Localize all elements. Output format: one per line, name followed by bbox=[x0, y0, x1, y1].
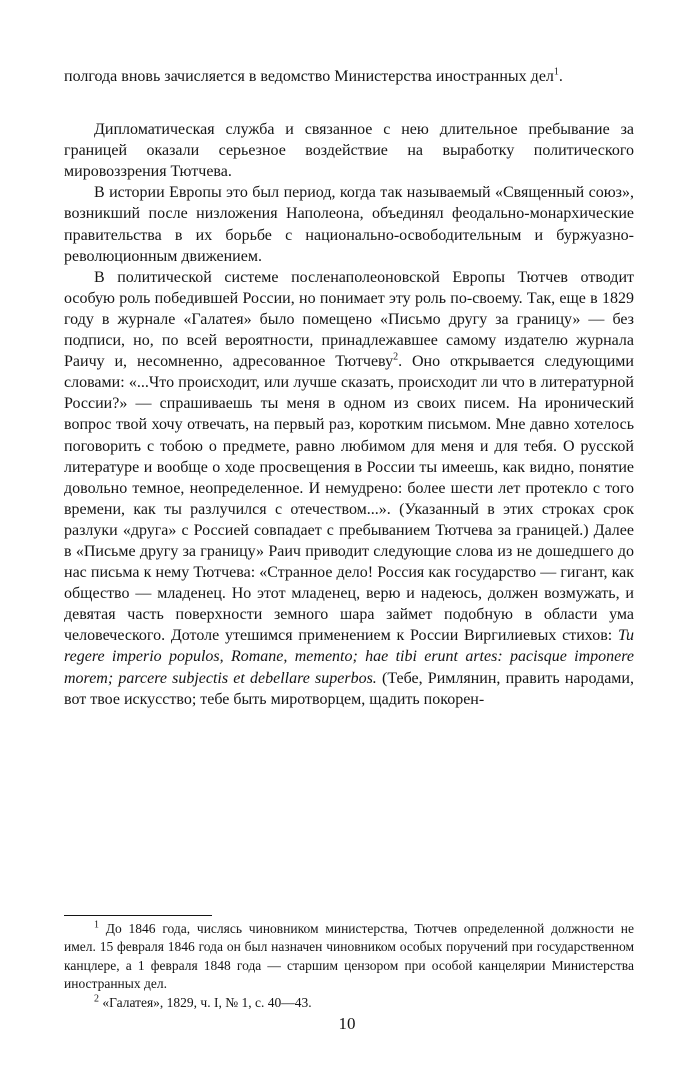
paragraph-text-part-2: . Оно открывается следующими словами: «...Что происходит, или лучше сказать, происходит ли что в литературной России?» — спрашиваешь ты меня в одном из своих писем. На иронический вопрос твой хочу отвечать, на первый раз, коротким письмом. Мне давно хотелось поговорить с тобою о предмете, равно любимом для меня и для тебя. О русской литературе и вообще о ходе просвещения в России ты имеешь, как видно, понятие довольно темное, неопределенное. И немудрено: более шести лет протекло с того времени, как ты разлучился с отечеством...». (Указанный в этих строках срок разлуки «друга» с Россией совпадает с пребыванием Тютчева за границей.) Далее в «Письме другу за границу» Раич приводит следующие слова из не дошедшего до нас письма к нему Тютчева: «Странное дело! Россия как государство — гигант, как общество — младенец. Но этот младенец, верю и надеюсь, должен возмужать, и девятая часть поверхности земного шара займет подобную в области ума человеческого. Дотоле утешимся применением к России Виргилиевых стихов: bbox=[64, 353, 634, 645]
footnotes bbox=[64, 920, 634, 1012]
paragraph-text-part-3: (Тебе, Римлянин, править народами, вот твое искусство; тебе быть миротворцем, щадить покорен- bbox=[64, 669, 634, 708]
footnote-ref-1: 1 bbox=[553, 66, 559, 78]
paragraph-diplomatic-service: Дипломатическая служба и связанное с нею длительное пребывание за границей оказали серьезное воздействие на выработку политического мировоззрения Тютчева. bbox=[64, 121, 634, 181]
latin-quote: Tu regere imperio populos, Romane, memento; hae tibi erunt artes: pacisque imponere morem; parcere subjectis et debellare superbos. bbox=[64, 627, 634, 687]
footnote-separator bbox=[64, 915, 212, 916]
footnote-2 bbox=[64, 994, 634, 1012]
page-number: 10 bbox=[338, 1014, 356, 1033]
footnote-mark-1: 1 bbox=[94, 919, 99, 931]
footnote-mark-2: 2 bbox=[94, 993, 99, 1005]
footnote-text-1: До 1846 года, числясь чиновником министерства, Тютчев определенной должности не имел. 15 февраля 1846 года он был назначен чиновником особых поручений при государственном канцлере, а 1 февраля 1848 года — старшим цензором при особой канцелярии Министерства иностранных дел. bbox=[64, 921, 635, 992]
continuation-text: полгода вновь зачисляется в ведомство Министерства иностранных дел bbox=[64, 68, 554, 85]
paragraph-text-part-1: В политической системе посленаполеоновской Европы Тютчев отводит особую роль победившей России, но понимает эту роль по-своему. Так, еще в 1829 году в журнале «Галатея» было помещено «Письмо другу за границу» — без подписи, но, по всей вероятности, принадлежавшее самому издателю журнала Раичу и, несомненно, адресованное Тютчеву bbox=[64, 268, 634, 371]
continuation-paragraph: полгода вновь зачисляется в ведомство Министерства иностранных дел$^1$. bbox=[64, 66, 563, 85]
main-text bbox=[64, 66, 634, 710]
paragraph-holy-alliance: В истории Европы это был период, когда так называемый «Священный союз», возникший после низложения Наполеона, объединял феодально-монархические правительства в их борьбе с национально-освободительным и буржуазно-революционным движением. bbox=[64, 184, 634, 265]
footnote-text-2: «Галатея», 1829, ч. I, № 1, с. 40—43. bbox=[102, 994, 312, 1010]
paragraph-political-system bbox=[64, 267, 634, 710]
footnote-1 bbox=[64, 920, 634, 994]
footnote-ref-2: 2 bbox=[393, 351, 399, 363]
paragraph-gap bbox=[64, 87, 634, 119]
